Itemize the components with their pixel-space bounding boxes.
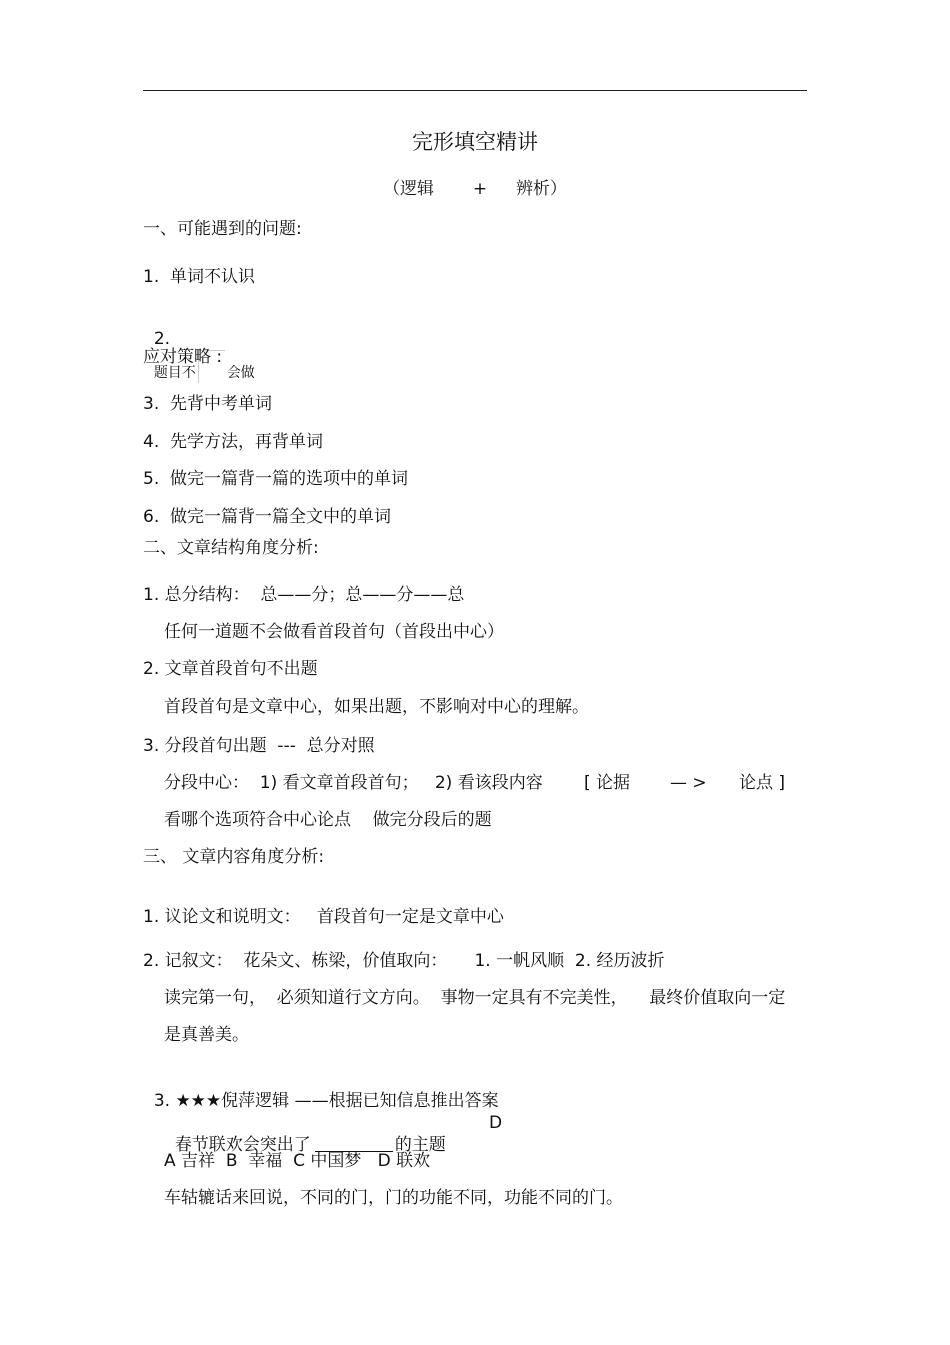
- section1-item1: 1. 单词不认识: [143, 267, 256, 287]
- example-options: A 吉祥 B 幸福 C 中国梦 D 联欢: [164, 1151, 431, 1171]
- section1-item5: 5. 做完一篇背一篇的选项中的单词: [143, 469, 409, 489]
- section3-heading: 三、 文章内容角度分析:: [143, 847, 325, 867]
- section2-item2-note: 首段首句是文章中心，如果出题，不影响对中心的理解。: [164, 697, 589, 717]
- section3-item3: [143, 1068, 499, 1112]
- section3-item2-note2: 是真善美。: [164, 1025, 249, 1045]
- subtitle-close: 辨析）: [515, 179, 567, 199]
- example-answer: D: [489, 1113, 503, 1133]
- section2-item3: 3. 分段首句出题 --- 总分对照: [143, 736, 375, 756]
- page-title: 完形填空精讲: [412, 130, 538, 154]
- section3-closing: 车轱辘话来回说，不同的门，门的功能不同，功能不同的门。: [164, 1188, 623, 1208]
- page-subtitle: [0, 178, 950, 200]
- section3-item2-note1: 读完第一句， 必须知道行文方向。 事物一定具有不完美性， 最终价值取向一定: [164, 988, 786, 1008]
- subtitle-open: （逻辑: [383, 179, 435, 199]
- section2-item2: 2. 文章首段首句不出题: [143, 659, 318, 679]
- section1-item6: 6. 做完一篇背一篇全文中的单词: [143, 507, 392, 527]
- section3-item3-prefix: 3.: [153, 1091, 176, 1111]
- section2-item3-note-a: 分段中心： 1) 看文章首段首句； 2) 看该段内容: [164, 773, 543, 793]
- section1-item4: 4. 先学方法，再背单词: [143, 432, 324, 452]
- section2-item1: 1. 总分结构： 总——分；总——分——总: [143, 585, 465, 605]
- section1-heading: 一、可能遇到的问题:: [143, 219, 302, 239]
- section2-item3-note-b: [ 论据: [584, 773, 631, 793]
- header-rule: [143, 90, 807, 91]
- example-question-b: 的主题: [394, 1135, 446, 1155]
- subtitle-plus: +: [472, 179, 488, 199]
- section1-item3: 3. 先背中考单词: [143, 394, 273, 414]
- section2-heading: 二、文章结构角度分析:: [143, 538, 319, 558]
- section3-item2: 2. 记叙文： 花朵文、栋梁，价值取向： 1. 一帆风顺 2. 经历波折: [143, 951, 665, 971]
- section2-item3-note2: 看哪个选项符合中心论点 做完分段后的题: [164, 810, 492, 830]
- section2-item3-note-c: — >: [670, 773, 707, 793]
- section3-item1: 1. 议论文和说明文： 首段首句一定是文章中心: [143, 907, 504, 927]
- star-icon: ★★★: [175, 1091, 222, 1111]
- section1-item2-num: 2.: [153, 329, 171, 349]
- section1-item2: [143, 306, 255, 384]
- section1-strategy: 应对策略 :: [143, 347, 223, 367]
- section2-item1-note: 任何一道题不会做看首段首句（首段出中心）: [164, 622, 504, 642]
- section3-item3-text: 倪萍逻辑 ——根据已知信息推出答案: [221, 1091, 499, 1111]
- section1-item2-a: 题目不: [153, 365, 196, 381]
- section2-item3-note-d: 论点 ]: [739, 773, 786, 793]
- example-question-a: 春节联欢会突出了: [174, 1135, 311, 1155]
- section1-item2-b: 会做: [226, 365, 255, 381]
